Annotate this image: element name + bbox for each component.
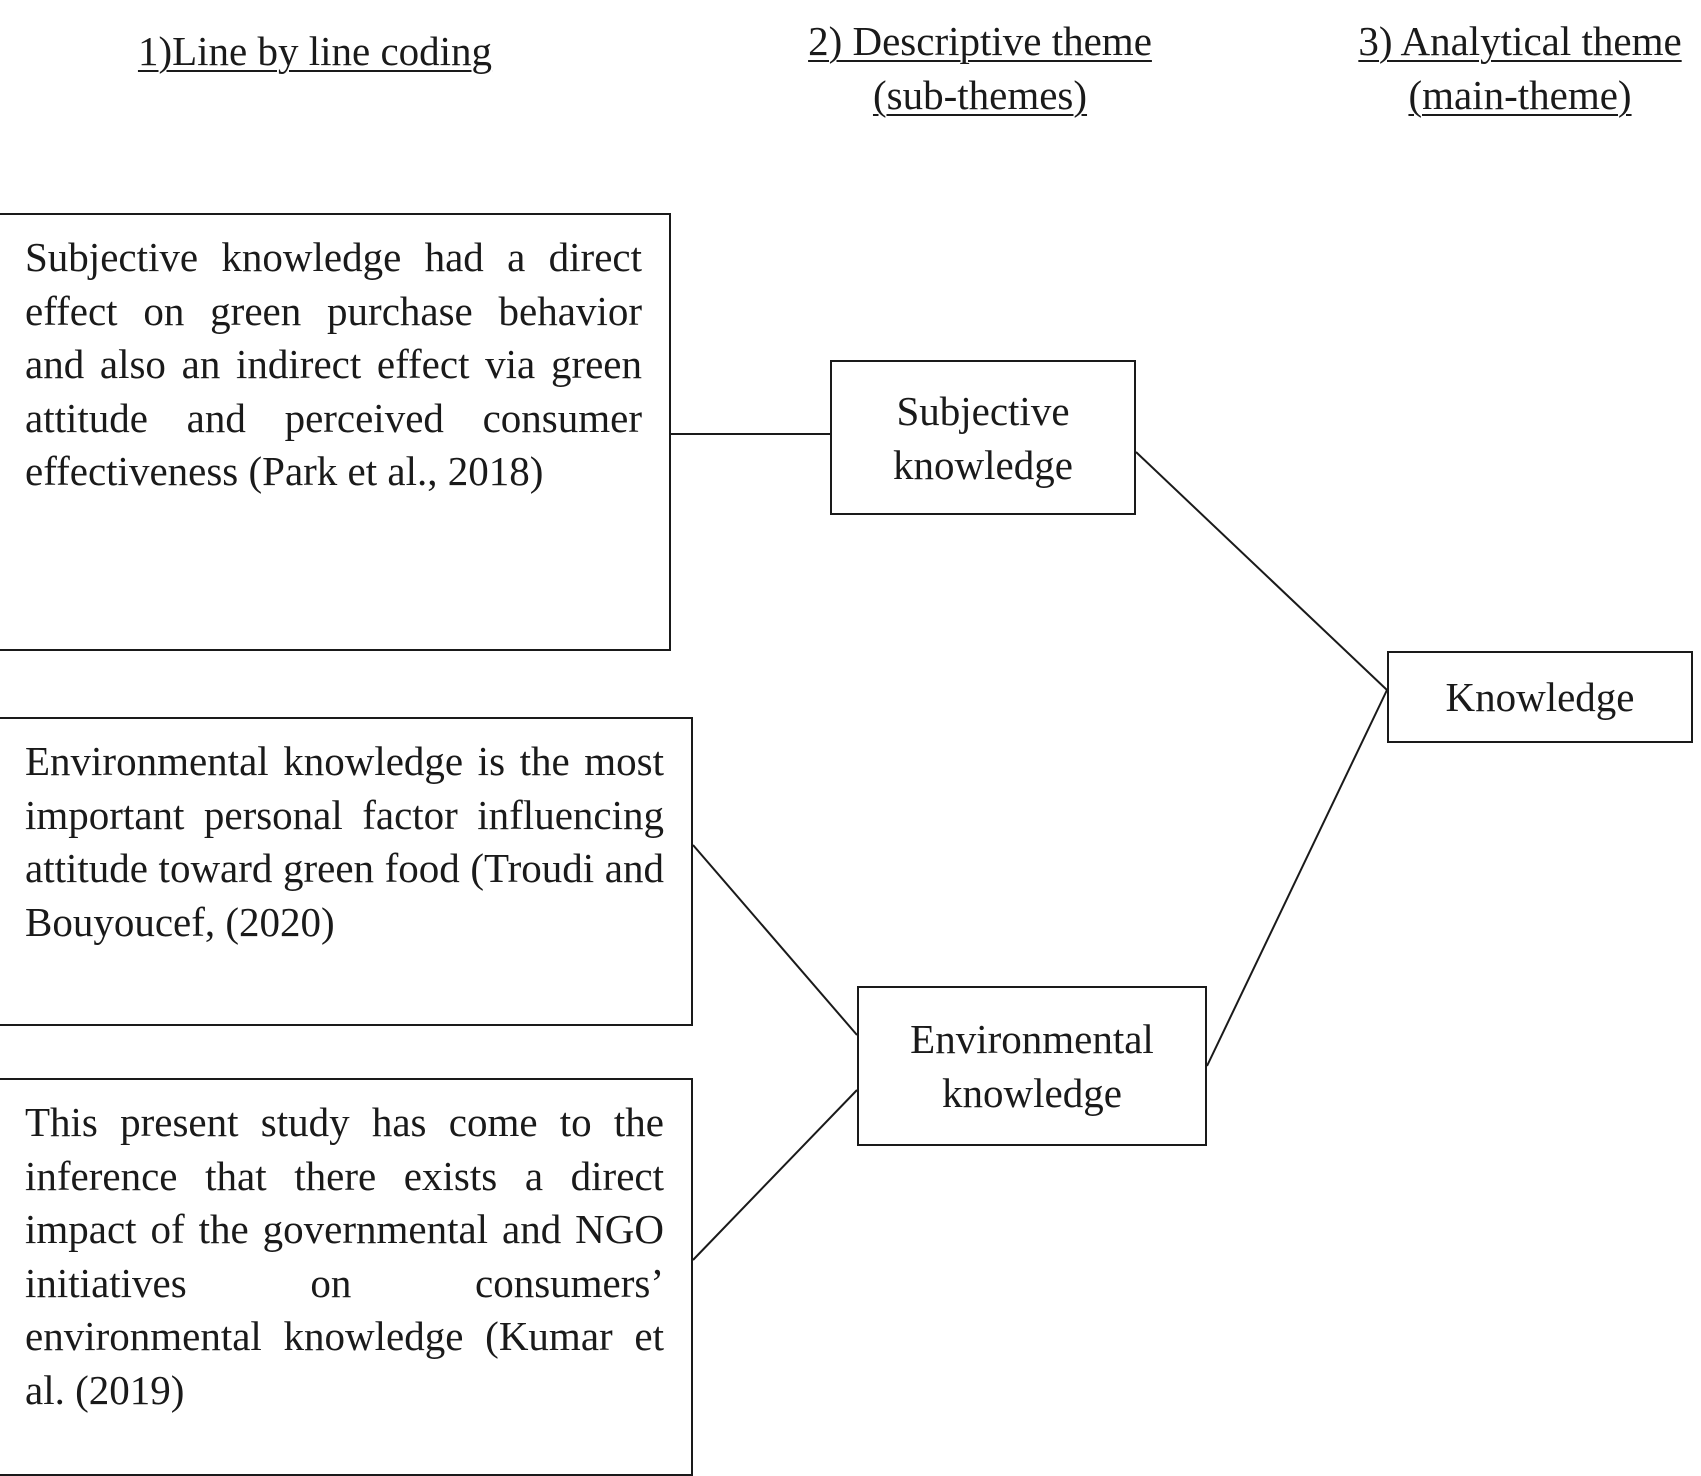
connector-code3-to-environmental [693,1090,857,1260]
code-box-environmental-knowledge-attitude [0,717,693,1026]
sub-theme-label-line2: knowledge [942,1070,1122,1116]
heading-analytical-theme [1310,14,1701,122]
sub-theme-label-line2: knowledge [893,441,1073,488]
sub-theme-label-line1: Subjective [896,387,1070,434]
code-box-governmental-ngo-initiatives [0,1078,693,1476]
main-theme-knowledge [1387,651,1693,743]
main-theme-label: Knowledge [1445,674,1635,720]
heading-descriptive-theme [740,14,1220,122]
code-box-subjective-knowledge [0,213,671,651]
connector-environmental-to-knowledge [1207,690,1387,1066]
heading-analytical-line1: 3) Analytical theme [1358,18,1682,64]
code-text: Environmental knowledge is the most important personal factor influencing attitude toward green food (Troudi and Bouyoucef, (2020) [25,738,664,945]
heading-coding-text: 1)Line by line coding [137,28,493,74]
code-text: Subjective knowledge had a direct effect on green purchase behavior and also an indirect effect via green attitude and perceived consumer effectiveness (Park et al., 2018) [25,234,642,494]
code-text: This present study has come to the inference that there exists a direct impact of the governmental and NGO initiatives on consumers’ environmental knowledge (Kumar et al. (2019) [25,1099,664,1413]
heading-line-by-line-coding [90,24,540,78]
connector-subjective-to-knowledge [1136,452,1387,690]
sub-theme-subjective-knowledge [830,360,1136,515]
connector-code2-to-environmental [693,845,857,1035]
heading-analytical-line2: (main-theme) [1408,72,1632,118]
heading-descriptive-line1: 2) Descriptive theme [808,18,1152,64]
sub-theme-environmental-knowledge [857,986,1207,1146]
sub-theme-label-line1: Environmental [910,1016,1154,1062]
heading-descriptive-line2: (sub-themes) [872,72,1088,118]
